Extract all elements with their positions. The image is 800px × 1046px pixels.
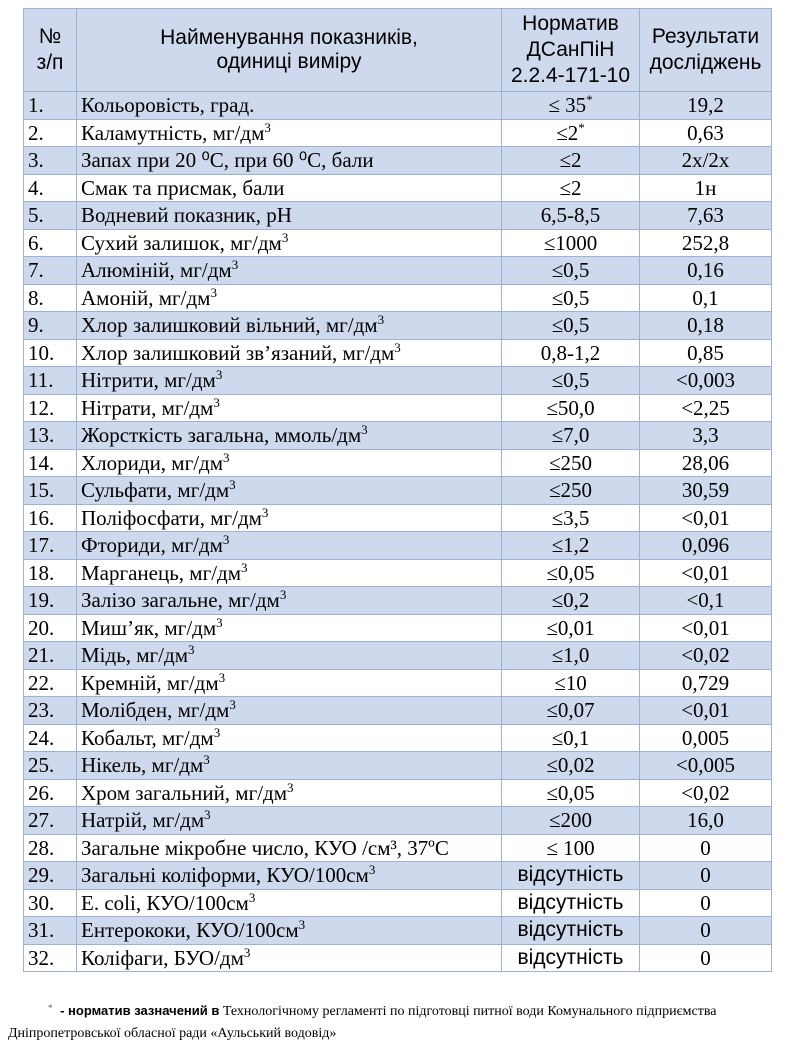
table-row [24,669,772,697]
indicator-name: Жорсткість загальна, ммоль/$дм^3$ [77,422,502,450]
indicator-name: Нітрати, $мг/дм^3$ [77,394,502,422]
header-number: № з/п [24,9,77,92]
norm-value: ≤0,1 [502,724,640,752]
indicator-name: Хлор залишковий зв’язаний, $мг/дм^3$ [77,339,502,367]
result-value: 3,3 [640,422,772,450]
table-row [24,147,772,175]
norm-value: ≤0,5 [502,312,640,340]
row-number: 19. [24,587,77,615]
result-value: <0,005 [640,752,772,780]
indicator-name: Коліфаги, БУО/$дм^3$ [77,944,502,972]
table-row [24,394,772,422]
result-value: 0 [640,834,772,862]
result-value: 2х/2х [640,147,772,175]
norm-value: ≤0,5 [502,257,640,285]
table-row [24,477,772,505]
norm-value: ≤2 [502,147,640,175]
norm-value: ≤0,02 [502,752,640,780]
table-row [24,642,772,670]
result-value: <0,01 [640,614,772,642]
norm-value: відсутність [502,862,640,890]
norm-value: ≤10 [502,669,640,697]
row-number: 27. [24,807,77,835]
table-body [24,92,772,972]
row-number: 17. [24,532,77,560]
row-number: 23. [24,697,77,725]
table-row [24,724,772,752]
table-row [24,917,772,945]
table-row [24,422,772,450]
indicator-name: Каламутність, $мг/дм^3$ [77,119,502,147]
norm-value: ≤250 [502,449,640,477]
row-number: 10. [24,339,77,367]
footnote [8,997,798,1045]
result-value: <0,01 [640,504,772,532]
indicator-name: Кобальт, $мг/дм^3$ [77,724,502,752]
norm-value: ≤200 [502,807,640,835]
result-value: <0,1 [640,587,772,615]
indicator-name: Хром загальний, $мг/дм^3$ [77,779,502,807]
footnote-text: Технологічному регламенті по підготовці питної води Комунального підприємства Дніпропетровської обласної ради «Аульський водовід» [8,1004,717,1041]
footnote-bold: - норматив зазначений в [56,1003,220,1018]
row-number: 14. [24,449,77,477]
row-number: 5. [24,202,77,230]
result-value: 16,0 [640,807,772,835]
indicator-name: Фториди, $мг/дм^3$ [77,532,502,560]
norm-value: 6,5-8,5 [502,202,640,230]
row-number: 20. [24,614,77,642]
norm-value: ≤7,0 [502,422,640,450]
result-value: 0 [640,944,772,972]
row-number: 1. [24,92,77,120]
indicator-name: Залізо загальне, $мг/дм^3$ [77,587,502,615]
indicator-name: Загальне мікробне число, КУО /см³, 37ºС [77,834,502,862]
indicator-name: Алюміній, $мг/дм^3$ [77,257,502,285]
result-value: 0 [640,917,772,945]
norm-value: ≤50,0 [502,394,640,422]
result-value: 1н [640,174,772,202]
indicator-name: Нітрити, $мг/дм^3$ [77,367,502,395]
table-row [24,862,772,890]
table-header [24,9,772,92]
result-value: 0,729 [640,669,772,697]
row-number: 6. [24,229,77,257]
table-row [24,807,772,835]
row-number: 18. [24,559,77,587]
norm-value: ≤ 35* [502,92,640,120]
table-row [24,697,772,725]
row-number: 31. [24,917,77,945]
row-number: 15. [24,477,77,505]
norm-value: ≤1000 [502,229,640,257]
norm-value: відсутність [502,944,640,972]
row-number: 26. [24,779,77,807]
table-row [24,559,772,587]
norm-value: ≤0,01 [502,614,640,642]
norm-value: ≤0,2 [502,587,640,615]
norm-value: ≤0,05 [502,559,640,587]
table-row [24,834,772,862]
result-value: 0,63 [640,119,772,147]
row-number: 22. [24,669,77,697]
norm-value: ≤250 [502,477,640,505]
indicator-name: Хлор залишковий вільний, $мг/дм^3$ [77,312,502,340]
row-number: 7. [24,257,77,285]
row-number: 11. [24,367,77,395]
indicator-name: Амоній, $мг/дм^3$ [77,284,502,312]
norm-value: ≤2 [502,174,640,202]
row-number: 13. [24,422,77,450]
indicator-name: Сульфати, $мг/дм^3$ [77,477,502,505]
norm-value: відсутність [502,917,640,945]
norm-value: ≤1,0 [502,642,640,670]
indicator-name: E. coli, КУО/$100см^3$ [77,889,502,917]
result-value: 19,2 [640,92,772,120]
norm-value: ≤2* [502,119,640,147]
table-row [24,779,772,807]
norm-value: ≤3,5 [502,504,640,532]
indicator-name: Водневий показник, рН [77,202,502,230]
result-value: <2,25 [640,394,772,422]
header-result: Результати досліджень [640,9,772,92]
norm-value: ≤0,5 [502,367,640,395]
result-value: <0,01 [640,697,772,725]
row-number: 3. [24,147,77,175]
row-number: 21. [24,642,77,670]
table-row [24,449,772,477]
indicator-name: Сухий залишок, $мг/дм^3$ [77,229,502,257]
indicator-name: Миш’як, $мг/дм^3$ [77,614,502,642]
indicator-name: Кольоровість, град. [77,92,502,120]
header-indicator-name: Найменування показників, одиниці виміру [77,9,502,92]
norm-value: ≤0,07 [502,697,640,725]
indicator-name: Нікель, $мг/дм^3$ [77,752,502,780]
norm-value: ≤0,05 [502,779,640,807]
norm-value: 0,8-1,2 [502,339,640,367]
table-row [24,504,772,532]
result-value: <0,01 [640,559,772,587]
result-value: 30,59 [640,477,772,505]
result-value: 7,63 [640,202,772,230]
table-row [24,174,772,202]
result-value: <0,003 [640,367,772,395]
row-number: 28. [24,834,77,862]
table-row [24,257,772,285]
row-number: 25. [24,752,77,780]
indicator-name: Запах при 20 ⁰С, при 60 ⁰С, бали [77,147,502,175]
result-value: 0 [640,889,772,917]
result-value: 0,18 [640,312,772,340]
row-number: 8. [24,284,77,312]
result-value: 252,8 [640,229,772,257]
indicator-name: Мідь, $мг/дм^3$ [77,642,502,670]
indicator-name: Смак та присмак, бали [77,174,502,202]
table-row [24,532,772,560]
table-row [24,229,772,257]
row-number: 12. [24,394,77,422]
table-row [24,92,772,120]
row-number: 30. [24,889,77,917]
row-number: 4. [24,174,77,202]
result-value: 0,85 [640,339,772,367]
row-number: 9. [24,312,77,340]
row-number: 2. [24,119,77,147]
norm-value: ≤0,5 [502,284,640,312]
header-norm: Норматив ДСанПіН 2.2.4-171-10 [502,9,640,92]
table-row [24,312,772,340]
result-value: 28,06 [640,449,772,477]
table-row [24,889,772,917]
row-number: 29. [24,862,77,890]
result-value: <0,02 [640,779,772,807]
table-row [24,119,772,147]
row-number: 24. [24,724,77,752]
row-number: 32. [24,944,77,972]
result-value: <0,02 [640,642,772,670]
result-value: 0,1 [640,284,772,312]
table-row [24,284,772,312]
indicator-name: Молібден, $мг/дм^3$ [77,697,502,725]
norm-value: відсутність [502,889,640,917]
table-row [24,752,772,780]
result-value: 0,096 [640,532,772,560]
water-quality-table [23,8,772,972]
result-value: 0,005 [640,724,772,752]
indicator-name: Хлориди, $мг/дм^3$ [77,449,502,477]
table-row [24,944,772,972]
norm-value: ≤1,2 [502,532,640,560]
result-value: 0 [640,862,772,890]
indicator-name: Ентерококи, КУО/$100см^3$ [77,917,502,945]
indicator-name: Кремній, $мг/дм^3$ [77,669,502,697]
footnote-star: * [48,1003,53,1013]
table-row [24,587,772,615]
indicator-name: Марганець, $мг/дм^3$ [77,559,502,587]
indicator-name: Загальні коліформи, КУО/$100см^3$ [77,862,502,890]
indicator-name: Натрій, $мг/дм^3$ [77,807,502,835]
table-row [24,367,772,395]
table-row [24,202,772,230]
table-row [24,614,772,642]
result-value: 0,16 [640,257,772,285]
indicator-name: Поліфосфати, $мг/дм^3$ [77,504,502,532]
norm-value: ≤ 100 [502,834,640,862]
table-row [24,339,772,367]
row-number: 16. [24,504,77,532]
